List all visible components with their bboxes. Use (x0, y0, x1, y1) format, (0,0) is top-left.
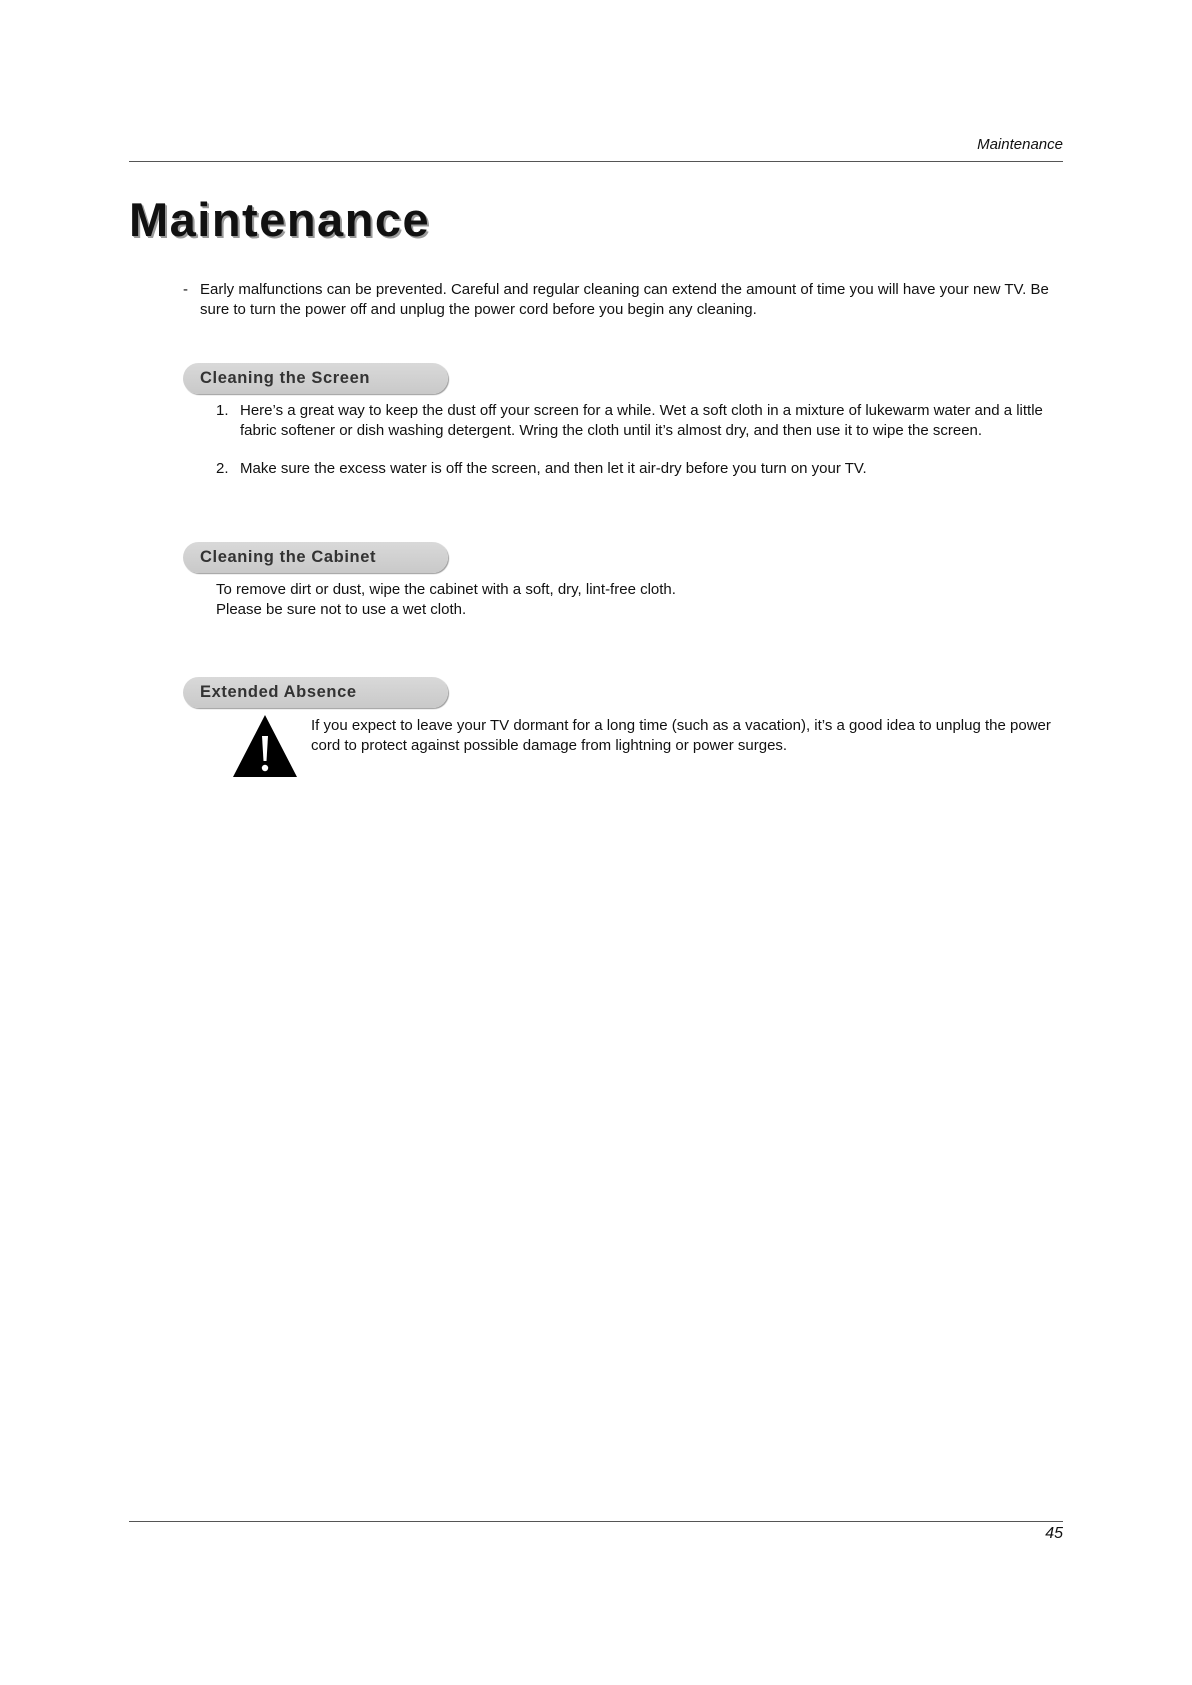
step-text: Make sure the excess water is off the screen, and then let it air-dry before you turn on your TV. (240, 460, 867, 477)
section-heading-label: Cleaning the Cabinet (200, 548, 377, 566)
section-heading-cleaning-screen (183, 363, 448, 394)
intro-marker: - (183, 281, 188, 298)
section-heading-extended-absence (183, 677, 448, 708)
section-heading-cleaning-cabinet (183, 542, 448, 573)
page-title: Maintenance (129, 193, 431, 246)
extended-absence-text: If you expect to leave your TV dormant for a long time (such as a vacation), it’s a good idea to unplug the power cord to protect against possible damage from lightning or power surges. (311, 717, 1051, 754)
list-item (216, 401, 1064, 440)
intro-paragraph (183, 280, 1063, 320)
running-head: Maintenance (977, 136, 1063, 153)
step-text: Here’s a great way to keep the dust off your screen for a while. Wet a soft cloth in a mixture of lukewarm water and a little fabric softener or dish washing detergent. Wring the cloth until it’s almost dry, and then use it to wipe the screen. (240, 402, 1043, 439)
page-number: 45 (1045, 1525, 1063, 1542)
cabinet-line: To remove dirt or dust, wipe the cabinet with a soft, dry, lint-free cloth. (216, 581, 676, 598)
cleaning-cabinet-text (216, 580, 1016, 620)
step-number: 2. (216, 460, 229, 477)
section-heading-label: Cleaning the Screen (200, 369, 371, 387)
cleaning-screen-steps (216, 401, 1064, 498)
section-heading-label: Extended Absence (200, 683, 357, 701)
header-rule (129, 161, 1063, 162)
intro-text: Early malfunctions can be prevented. Careful and regular cleaning can extend the amount of time you will have your new TV. Be sure to turn the power off and unplug the power cord before you begin any cleaning. (200, 281, 1049, 318)
footer-rule (129, 1521, 1063, 1522)
cabinet-line: Please be sure not to use a wet cloth. (216, 601, 467, 618)
list-item (216, 459, 1064, 479)
step-number: 1. (216, 402, 229, 419)
warning-triangle-icon (232, 714, 298, 778)
